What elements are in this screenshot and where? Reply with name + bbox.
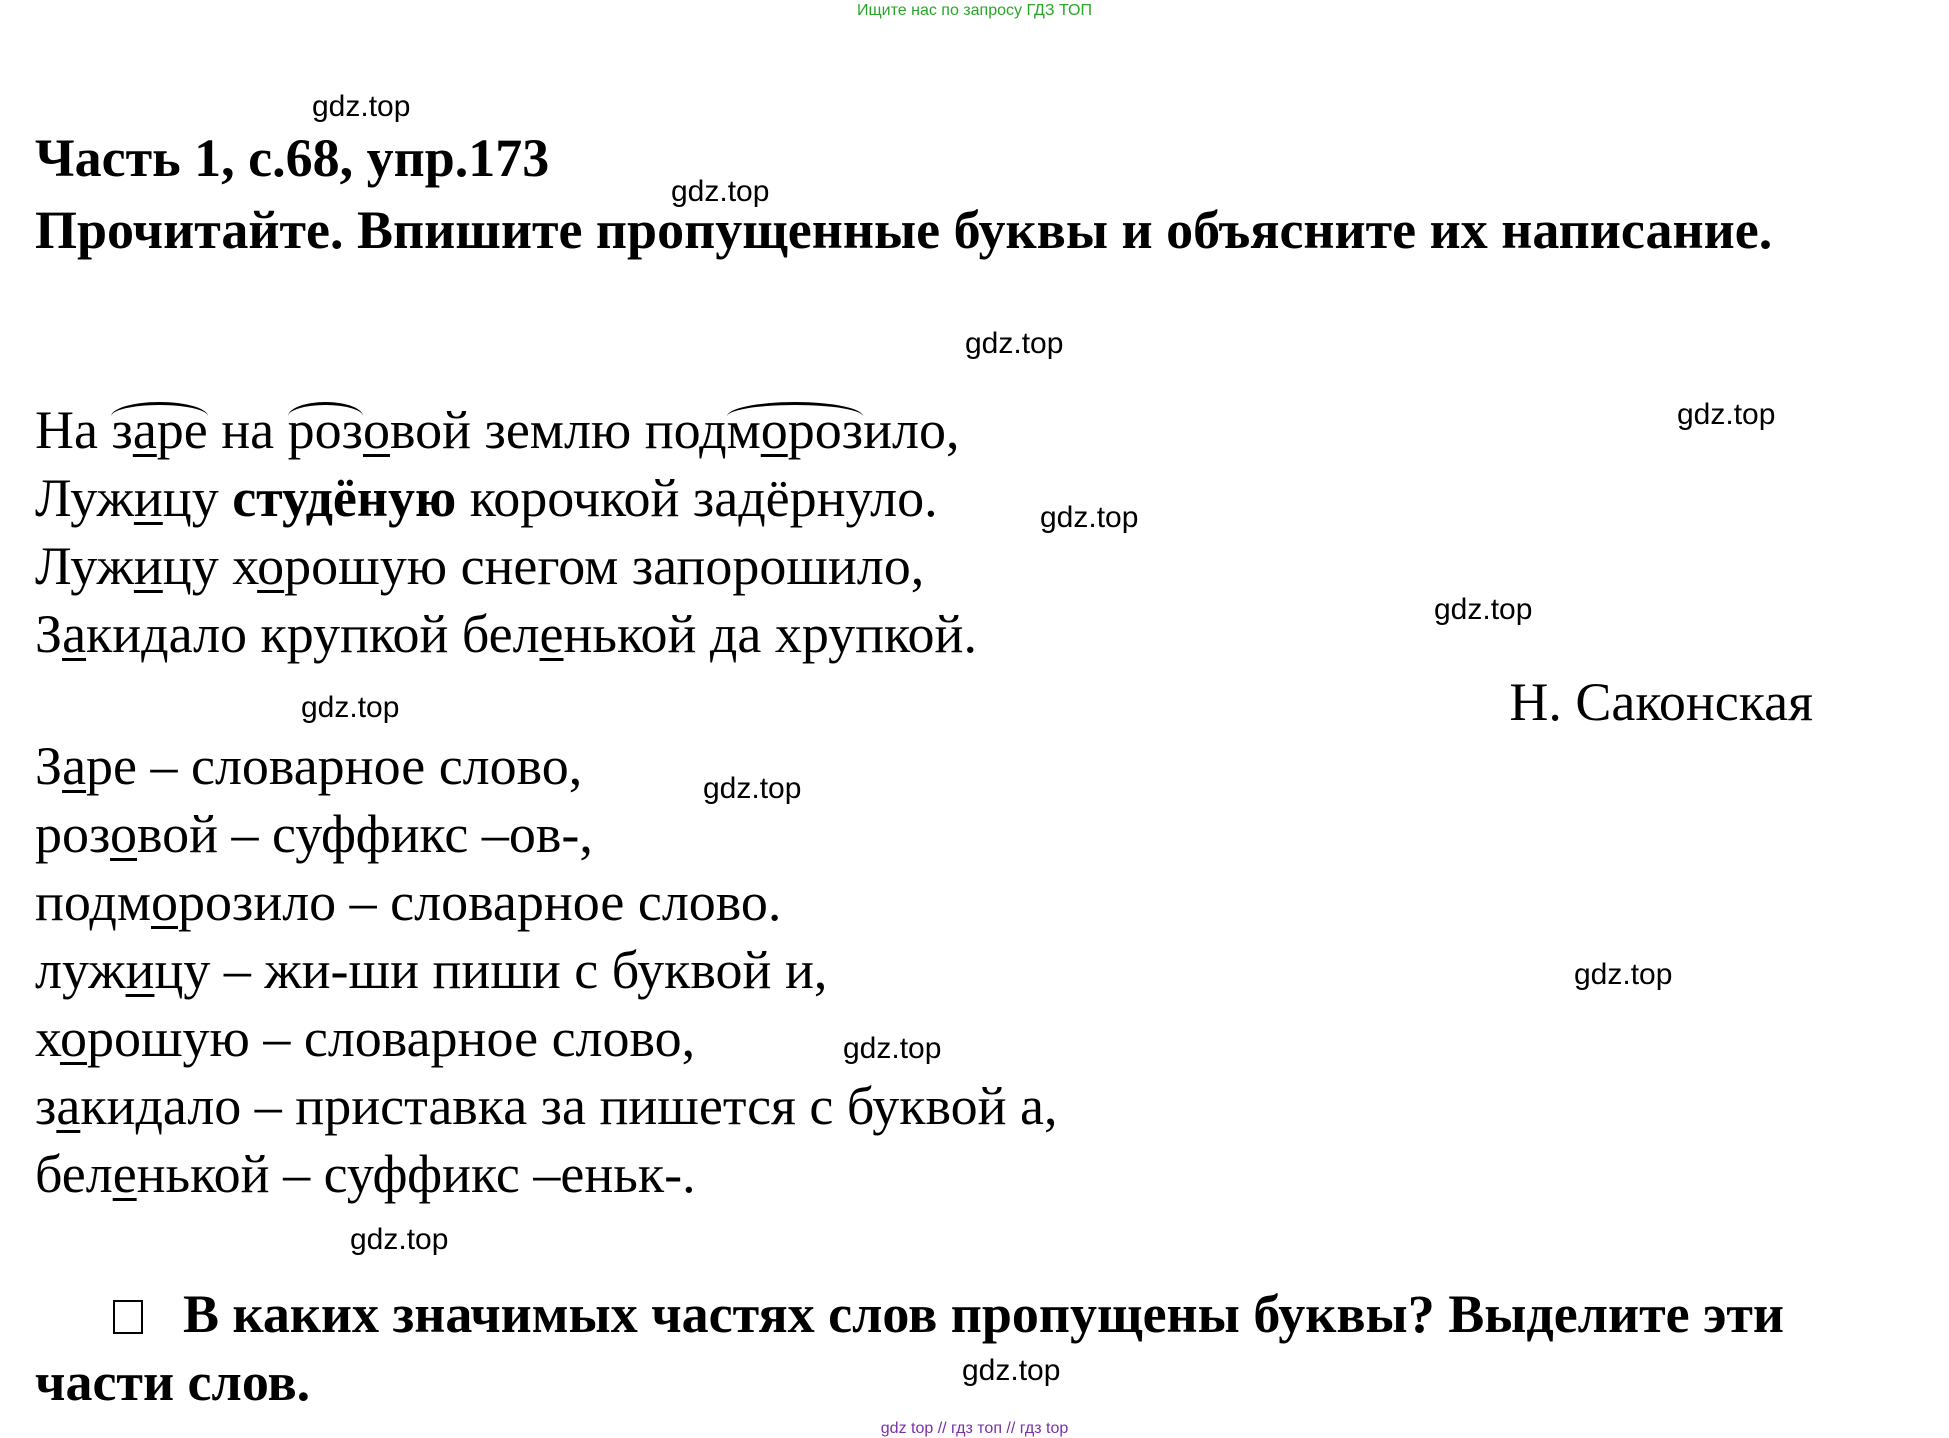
follow-up-question: В каких значимых частях слов пропущены буквы? Выделите эти части слов. — [35, 1284, 1785, 1412]
explanation-line: хорошую – словарное слово, — [35, 1008, 696, 1068]
watermark: gdz.top — [301, 691, 400, 724]
exercise-heading: Часть 1, с.68, упр.173 — [35, 128, 550, 188]
root-arc: роз — [288, 396, 363, 464]
watermark: gdz.top — [671, 175, 770, 208]
watermark: gdz.top — [962, 1354, 1061, 1387]
explanation-line: закидало – приставка за пишется с буквой а, — [35, 1076, 1058, 1136]
root-arc: заре — [111, 396, 207, 464]
watermark: gdz.top — [843, 1032, 942, 1065]
poem-line-2: Лужицу студёную корочкой задёрнуло. — [35, 468, 938, 528]
poem-author: Н. Саконская — [1509, 672, 1813, 732]
watermark: gdz.top — [1434, 593, 1533, 626]
explanation-line: подморозило – словарное слово. — [35, 872, 782, 932]
watermark: gdz.top — [312, 90, 411, 123]
explanation-line: лужицу – жи-ши пиши с буквой и, — [35, 940, 828, 1000]
top-banner: Ищите нас по запросу ГДЗ ТОП — [857, 2, 1092, 19]
poem-line-4: Закидало крупкой беленькой да хрупкой. — [35, 604, 977, 664]
root-arc: мороз — [727, 396, 864, 464]
watermark: gdz.top — [1574, 958, 1673, 991]
watermark: gdz.top — [1040, 501, 1139, 534]
exercise-instruction: Прочитайте. Впишите пропущенные буквы и объясните их написание. — [35, 200, 1773, 260]
explanation-line: беленькой – суффикс –еньк-. — [35, 1144, 696, 1204]
watermark: gdz.top — [350, 1223, 449, 1256]
watermark: gdz.top — [1677, 398, 1776, 431]
poem-line-1: На заре на розовой землю подморозило, — [35, 396, 977, 464]
explanations — [35, 732, 1058, 1208]
explanation-line: Заре – словарное слово, — [35, 736, 583, 796]
checkbox-icon — [113, 1300, 143, 1334]
watermark: gdz.top — [703, 772, 802, 805]
poem — [35, 396, 977, 668]
explanation-line: розовой – суффикс –ов-, — [35, 804, 593, 864]
poem-line-3: Лужицу хорошую снегом запорошило, — [35, 536, 925, 596]
bottom-banner: gdz top // гдз топ // гдз top — [880, 1420, 1069, 1437]
watermark: gdz.top — [965, 327, 1064, 360]
